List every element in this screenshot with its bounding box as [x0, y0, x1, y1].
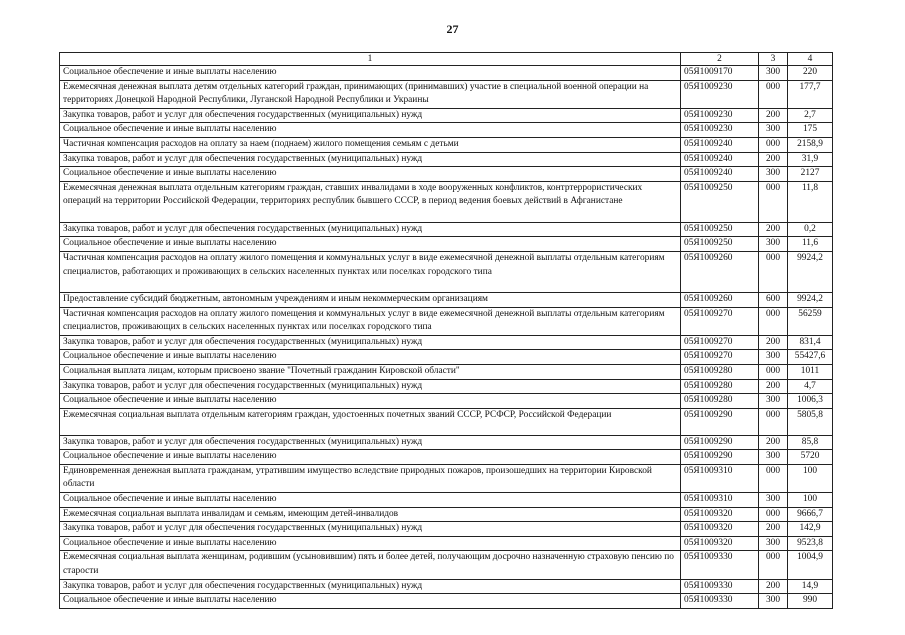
table-row	[60, 350, 833, 365]
row-amount: 177,7	[788, 80, 833, 108]
row-amount: 55427,6	[788, 350, 833, 365]
row-type: 200	[759, 435, 788, 450]
row-name: Ежемесячная денежная выплата отдельным категориям граждан, ставших инвалидами в ходе вооруженных конфликтов, контртеррористических операций на территории Российской Федерации, территориях республик бывшего СССР, в период ведения боевых действий в Афганистане	[60, 181, 681, 222]
table-row	[60, 536, 833, 551]
row-amount: 9924,2	[788, 251, 833, 292]
row-name: Закупка товаров, работ и услуг для обеспечения государственных (муниципальных) нужд	[60, 152, 681, 167]
row-code: 05Я1009230	[681, 108, 759, 123]
row-amount: 85,8	[788, 435, 833, 450]
row-name: Социальное обеспечение и иные выплаты населению	[60, 66, 681, 81]
table-row	[60, 80, 833, 108]
row-type: 200	[759, 222, 788, 237]
row-name: Ежемесячная денежная выплата детям отдельных категорий граждан, принимающих (принимавших) участие в специальной военной операции на территориях Донецкой Народной Республики, Луганской Народной Республики и Украины	[60, 80, 681, 108]
row-code: 05Я1009230	[681, 123, 759, 138]
row-type: 300	[759, 493, 788, 508]
row-type: 000	[759, 551, 788, 579]
row-amount: 11,6	[788, 237, 833, 252]
row-code: 05Я1009330	[681, 551, 759, 579]
table-body	[60, 66, 833, 609]
row-code: 05Я1009230	[681, 80, 759, 108]
header-col-3: 3	[759, 53, 788, 66]
row-name: Закупка товаров, работ и услуг для обеспечения государственных (муниципальных) нужд	[60, 108, 681, 123]
row-name: Ежемесячная социальная выплата отдельным категориям граждан, удостоенных почетных званий СССР, РСФСР, Российской Федерации	[60, 408, 681, 435]
table-row	[60, 493, 833, 508]
table-row	[60, 152, 833, 167]
row-type: 300	[759, 450, 788, 465]
row-type: 300	[759, 66, 788, 81]
row-type: 300	[759, 350, 788, 365]
row-name: Закупка товаров, работ и услуг для обеспечения государственных (муниципальных) нужд	[60, 435, 681, 450]
row-code: 05Я1009240	[681, 137, 759, 152]
row-name: Социальное обеспечение и иные выплаты населению	[60, 123, 681, 138]
row-amount: 5720	[788, 450, 833, 465]
row-amount: 11,8	[788, 181, 833, 222]
row-name: Закупка товаров, работ и услуг для обеспечения государственных (муниципальных) нужд	[60, 222, 681, 237]
row-type: 000	[759, 251, 788, 292]
row-type: 000	[759, 307, 788, 335]
page-number: 27	[446, 22, 459, 36]
row-type: 200	[759, 522, 788, 537]
row-code: 05Я1009330	[681, 579, 759, 594]
row-code: 05Я1009280	[681, 394, 759, 409]
row-name: Ежемесячная социальная выплата инвалидам и семьям, имеющим детей-инвалидов	[60, 507, 681, 522]
table-row	[60, 251, 833, 292]
row-name: Социальное обеспечение и иные выплаты населению	[60, 594, 681, 609]
row-amount: 56259	[788, 307, 833, 335]
row-name: Закупка товаров, работ и услуг для обеспечения государственных (муниципальных) нужд	[60, 522, 681, 537]
row-code: 05Я1009270	[681, 350, 759, 365]
row-code: 05Я1009310	[681, 493, 759, 508]
table-row	[60, 522, 833, 537]
table-row	[60, 137, 833, 152]
table-row	[60, 181, 833, 222]
row-name: Социальное обеспечение и иные выплаты населению	[60, 536, 681, 551]
row-type: 200	[759, 152, 788, 167]
header-col-1: 1	[60, 53, 681, 66]
row-amount: 5805,8	[788, 408, 833, 435]
row-type: 000	[759, 464, 788, 492]
row-amount: 100	[788, 493, 833, 508]
row-type: 200	[759, 335, 788, 350]
table-row	[60, 379, 833, 394]
row-code: 05Я1009320	[681, 507, 759, 522]
row-name: Закупка товаров, работ и услуг для обеспечения государственных (муниципальных) нужд	[60, 579, 681, 594]
row-type: 200	[759, 579, 788, 594]
row-name: Социальное обеспечение и иные выплаты населению	[60, 450, 681, 465]
row-type: 600	[759, 292, 788, 307]
table-row	[60, 307, 833, 335]
row-type: 000	[759, 507, 788, 522]
row-type: 200	[759, 108, 788, 123]
table-row	[60, 66, 833, 81]
row-type: 000	[759, 137, 788, 152]
row-amount: 14,9	[788, 579, 833, 594]
table-row	[60, 123, 833, 138]
table-row	[60, 364, 833, 379]
row-name: Частичная компенсация расходов на оплату за наем (поднаем) жилого помещения семьям с детьми	[60, 137, 681, 152]
row-code: 05Я1009250	[681, 237, 759, 252]
row-code: 05Я1009320	[681, 536, 759, 551]
table-row	[60, 594, 833, 609]
row-amount: 990	[788, 594, 833, 609]
table-row	[60, 450, 833, 465]
row-code: 05Я1009290	[681, 435, 759, 450]
row-type: 300	[759, 167, 788, 182]
row-amount: 0,2	[788, 222, 833, 237]
header-col-2: 2	[681, 53, 759, 66]
table-row	[60, 394, 833, 409]
row-amount: 9523,8	[788, 536, 833, 551]
row-code: 05Я1009320	[681, 522, 759, 537]
row-name: Частичная компенсация расходов на оплату жилого помещения и коммунальных услуг в виде ежемесячной денежной выплаты отдельным категориям специалистов, работающих и проживающих в сельских населенных пунктах или поселках городского типа	[60, 251, 681, 292]
row-name: Социальное обеспечение и иные выплаты населению	[60, 350, 681, 365]
table-row	[60, 579, 833, 594]
table-row	[60, 408, 833, 435]
row-name: Социальное обеспечение и иные выплаты населению	[60, 394, 681, 409]
row-code: 05Я1009240	[681, 152, 759, 167]
row-amount: 2127	[788, 167, 833, 182]
row-code: 05Я1009250	[681, 181, 759, 222]
row-type: 000	[759, 408, 788, 435]
row-amount: 2,7	[788, 108, 833, 123]
row-code: 05Я1009240	[681, 167, 759, 182]
row-amount: 1011	[788, 364, 833, 379]
row-type: 300	[759, 536, 788, 551]
table-row	[60, 507, 833, 522]
row-amount: 142,9	[788, 522, 833, 537]
row-code: 05Я1009280	[681, 379, 759, 394]
row-amount: 31,9	[788, 152, 833, 167]
row-code: 05Я1009260	[681, 292, 759, 307]
row-amount: 175	[788, 123, 833, 138]
row-amount: 9666,7	[788, 507, 833, 522]
row-name: Социальная выплата лицам, которым присвоено звание "Почетный гражданин Кировской области"	[60, 364, 681, 379]
row-amount: 2158,9	[788, 137, 833, 152]
row-code: 05Я1009290	[681, 450, 759, 465]
row-type: 300	[759, 394, 788, 409]
row-amount: 4,7	[788, 379, 833, 394]
row-name: Ежемесячная социальная выплата женщинам, родившим (усыновившим) пять и более детей, получающим досрочно назначенную страховую пенсию по старости	[60, 551, 681, 579]
row-name: Социальное обеспечение и иные выплаты населению	[60, 493, 681, 508]
row-name: Предоставление субсидий бюджетным, автономным учреждениям и иным некоммерческим организациям	[60, 292, 681, 307]
row-code: 05Я1009280	[681, 364, 759, 379]
table-row	[60, 464, 833, 492]
row-code: 05Я1009330	[681, 594, 759, 609]
table-row	[60, 551, 833, 579]
row-amount: 831,4	[788, 335, 833, 350]
table-row	[60, 435, 833, 450]
table-row	[60, 335, 833, 350]
row-name: Единовременная денежная выплата гражданам, утратившим имущество вследствие природных пожаров, произошедших на территории Кировской области	[60, 464, 681, 492]
table-row	[60, 237, 833, 252]
row-type: 300	[759, 594, 788, 609]
row-name: Социальное обеспечение и иные выплаты населению	[60, 237, 681, 252]
table-row	[60, 292, 833, 307]
row-type: 300	[759, 123, 788, 138]
row-type: 000	[759, 80, 788, 108]
row-code: 05Я1009290	[681, 408, 759, 435]
row-code: 05Я1009260	[681, 251, 759, 292]
row-name: Закупка товаров, работ и услуг для обеспечения государственных (муниципальных) нужд	[60, 379, 681, 394]
row-name: Закупка товаров, работ и услуг для обеспечения государственных (муниципальных) нужд	[60, 335, 681, 350]
row-type: 000	[759, 181, 788, 222]
row-type: 300	[759, 237, 788, 252]
table-row	[60, 222, 833, 237]
row-type: 000	[759, 364, 788, 379]
row-name: Частичная компенсация расходов на оплату жилого помещения и коммунальных услуг в виде ежемесячной денежной выплаты отдельным категориям специалистов, проживающих в сельских населенных пунктах или поселках городского типа	[60, 307, 681, 335]
header-row	[60, 53, 833, 66]
row-code: 05Я1009270	[681, 335, 759, 350]
row-amount: 1006,3	[788, 394, 833, 409]
row-code: 05Я1009170	[681, 66, 759, 81]
row-type: 200	[759, 379, 788, 394]
row-amount: 220	[788, 66, 833, 81]
row-name: Социальное обеспечение и иные выплаты населению	[60, 167, 681, 182]
row-code: 05Я1009310	[681, 464, 759, 492]
row-amount: 100	[788, 464, 833, 492]
row-amount: 9924,2	[788, 292, 833, 307]
row-amount: 1004,9	[788, 551, 833, 579]
row-code: 05Я1009270	[681, 307, 759, 335]
budget-table	[59, 52, 833, 609]
table-row	[60, 108, 833, 123]
row-code: 05Я1009250	[681, 222, 759, 237]
table-row	[60, 167, 833, 182]
header-col-4: 4	[788, 53, 833, 66]
